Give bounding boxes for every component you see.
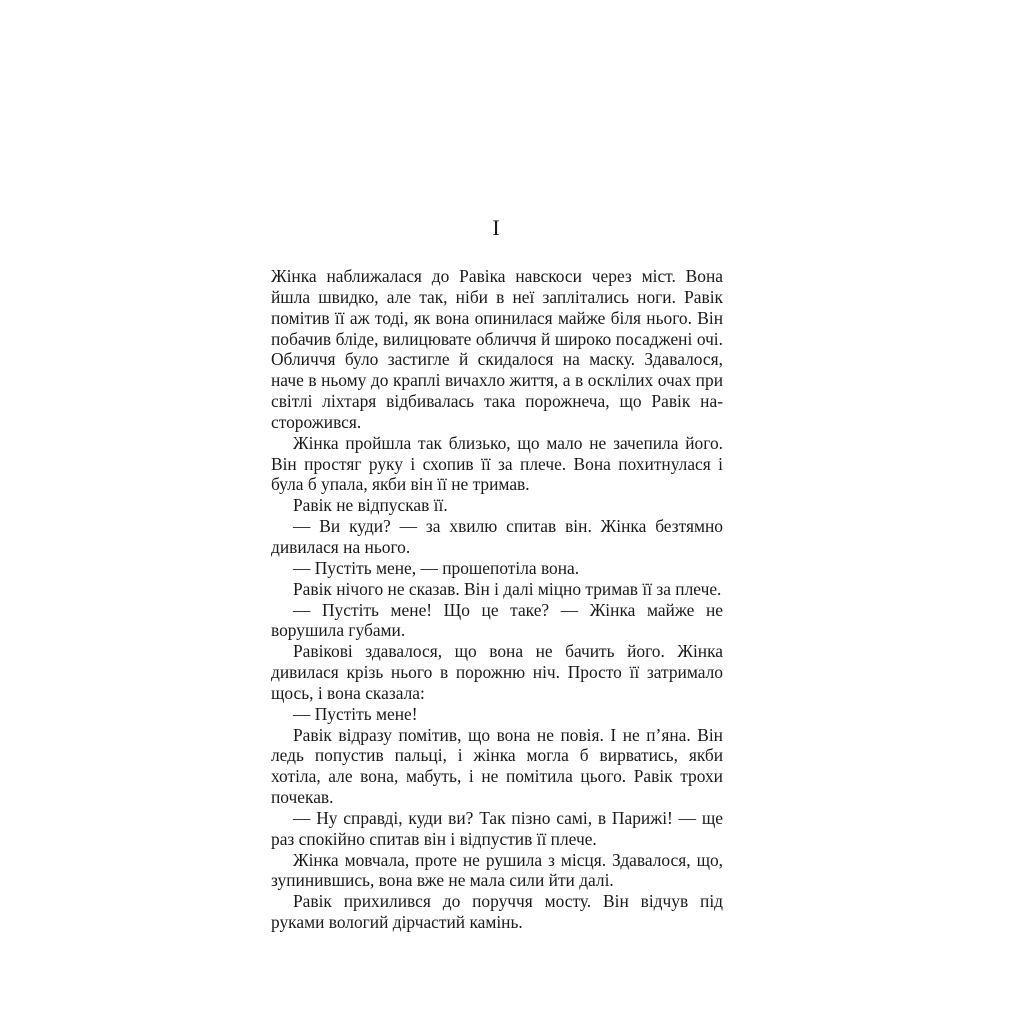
dialogue-paragraph: — Пустіть мене, — прошепотіла вона.	[293, 557, 580, 578]
paragraph: Равікові здавалося, що вона не бачить його. Жінка дивилася крізь нього в порожню ніч. Просто її затримало щось, і вона сказала:	[271, 641, 723, 703]
paragraph: Равік прихилився до поруччя мосту. Він відчув під руками вологий дірчастий камінь.	[271, 891, 723, 933]
paragraph: Жінка пройшла так близько, що мало не зачепила його. Він простяг руку і схопив її за плече. Вона похитнулася і була б упала, якби він її не тримав.	[271, 432, 723, 495]
paragraph: Равік нічого не сказав. Він і далі міцно тримав її за плече.	[293, 578, 722, 599]
dialogue-paragraph: — Пустіть мене!	[293, 703, 418, 724]
paragraph: Жінка мовчала, проте не рушила з місця. Здавалося, що, зупинившись, вона вже не мала сили йти далі.	[271, 849, 723, 891]
paragraph: Равік не відпускав її.	[293, 495, 448, 516]
dialogue-paragraph: — Ну справді, куди ви? Так пізно самі, в Парижі! — ще раз спокійно спитав він і відпустив її плече.	[271, 807, 723, 849]
dialogue-paragraph: — Ви куди? — за хвилю спитав він. Жінка безтямно дивилася на нього.	[271, 516, 723, 557]
chapter-heading: I	[492, 215, 500, 240]
paragraph: Равік відразу помітив, що вона не повія. І не п’яна. Він ледь попустив пальці, і жінка могла б вирватись, якби хотіла, але вона, мабуть, і не помітила цього. Равік трохи почекав.	[271, 724, 723, 808]
paragraph: Жінка наближалася до Равіка навскоси через міст. Вона йшла швидко, але так, ніби в неї заплітались ноги. Равік помітив її аж тоді, як вона опинилася майже біля нього. Він побачив бліде, вилицювате обличчя й широко посаджені очі. Обличчя було застигле й скидалося на маску. Здавалося, наче в ньому до краплі вичахло життя, а в осклілих очах при світлі ліхтаря відбивалась така порожнеча, що Равік насторожився.	[271, 266, 723, 432]
dialogue-paragraph: — Пустіть мене! Що це таке? — Жінка майже не ворушила губами.	[271, 599, 723, 641]
body-text	[271, 266, 723, 933]
